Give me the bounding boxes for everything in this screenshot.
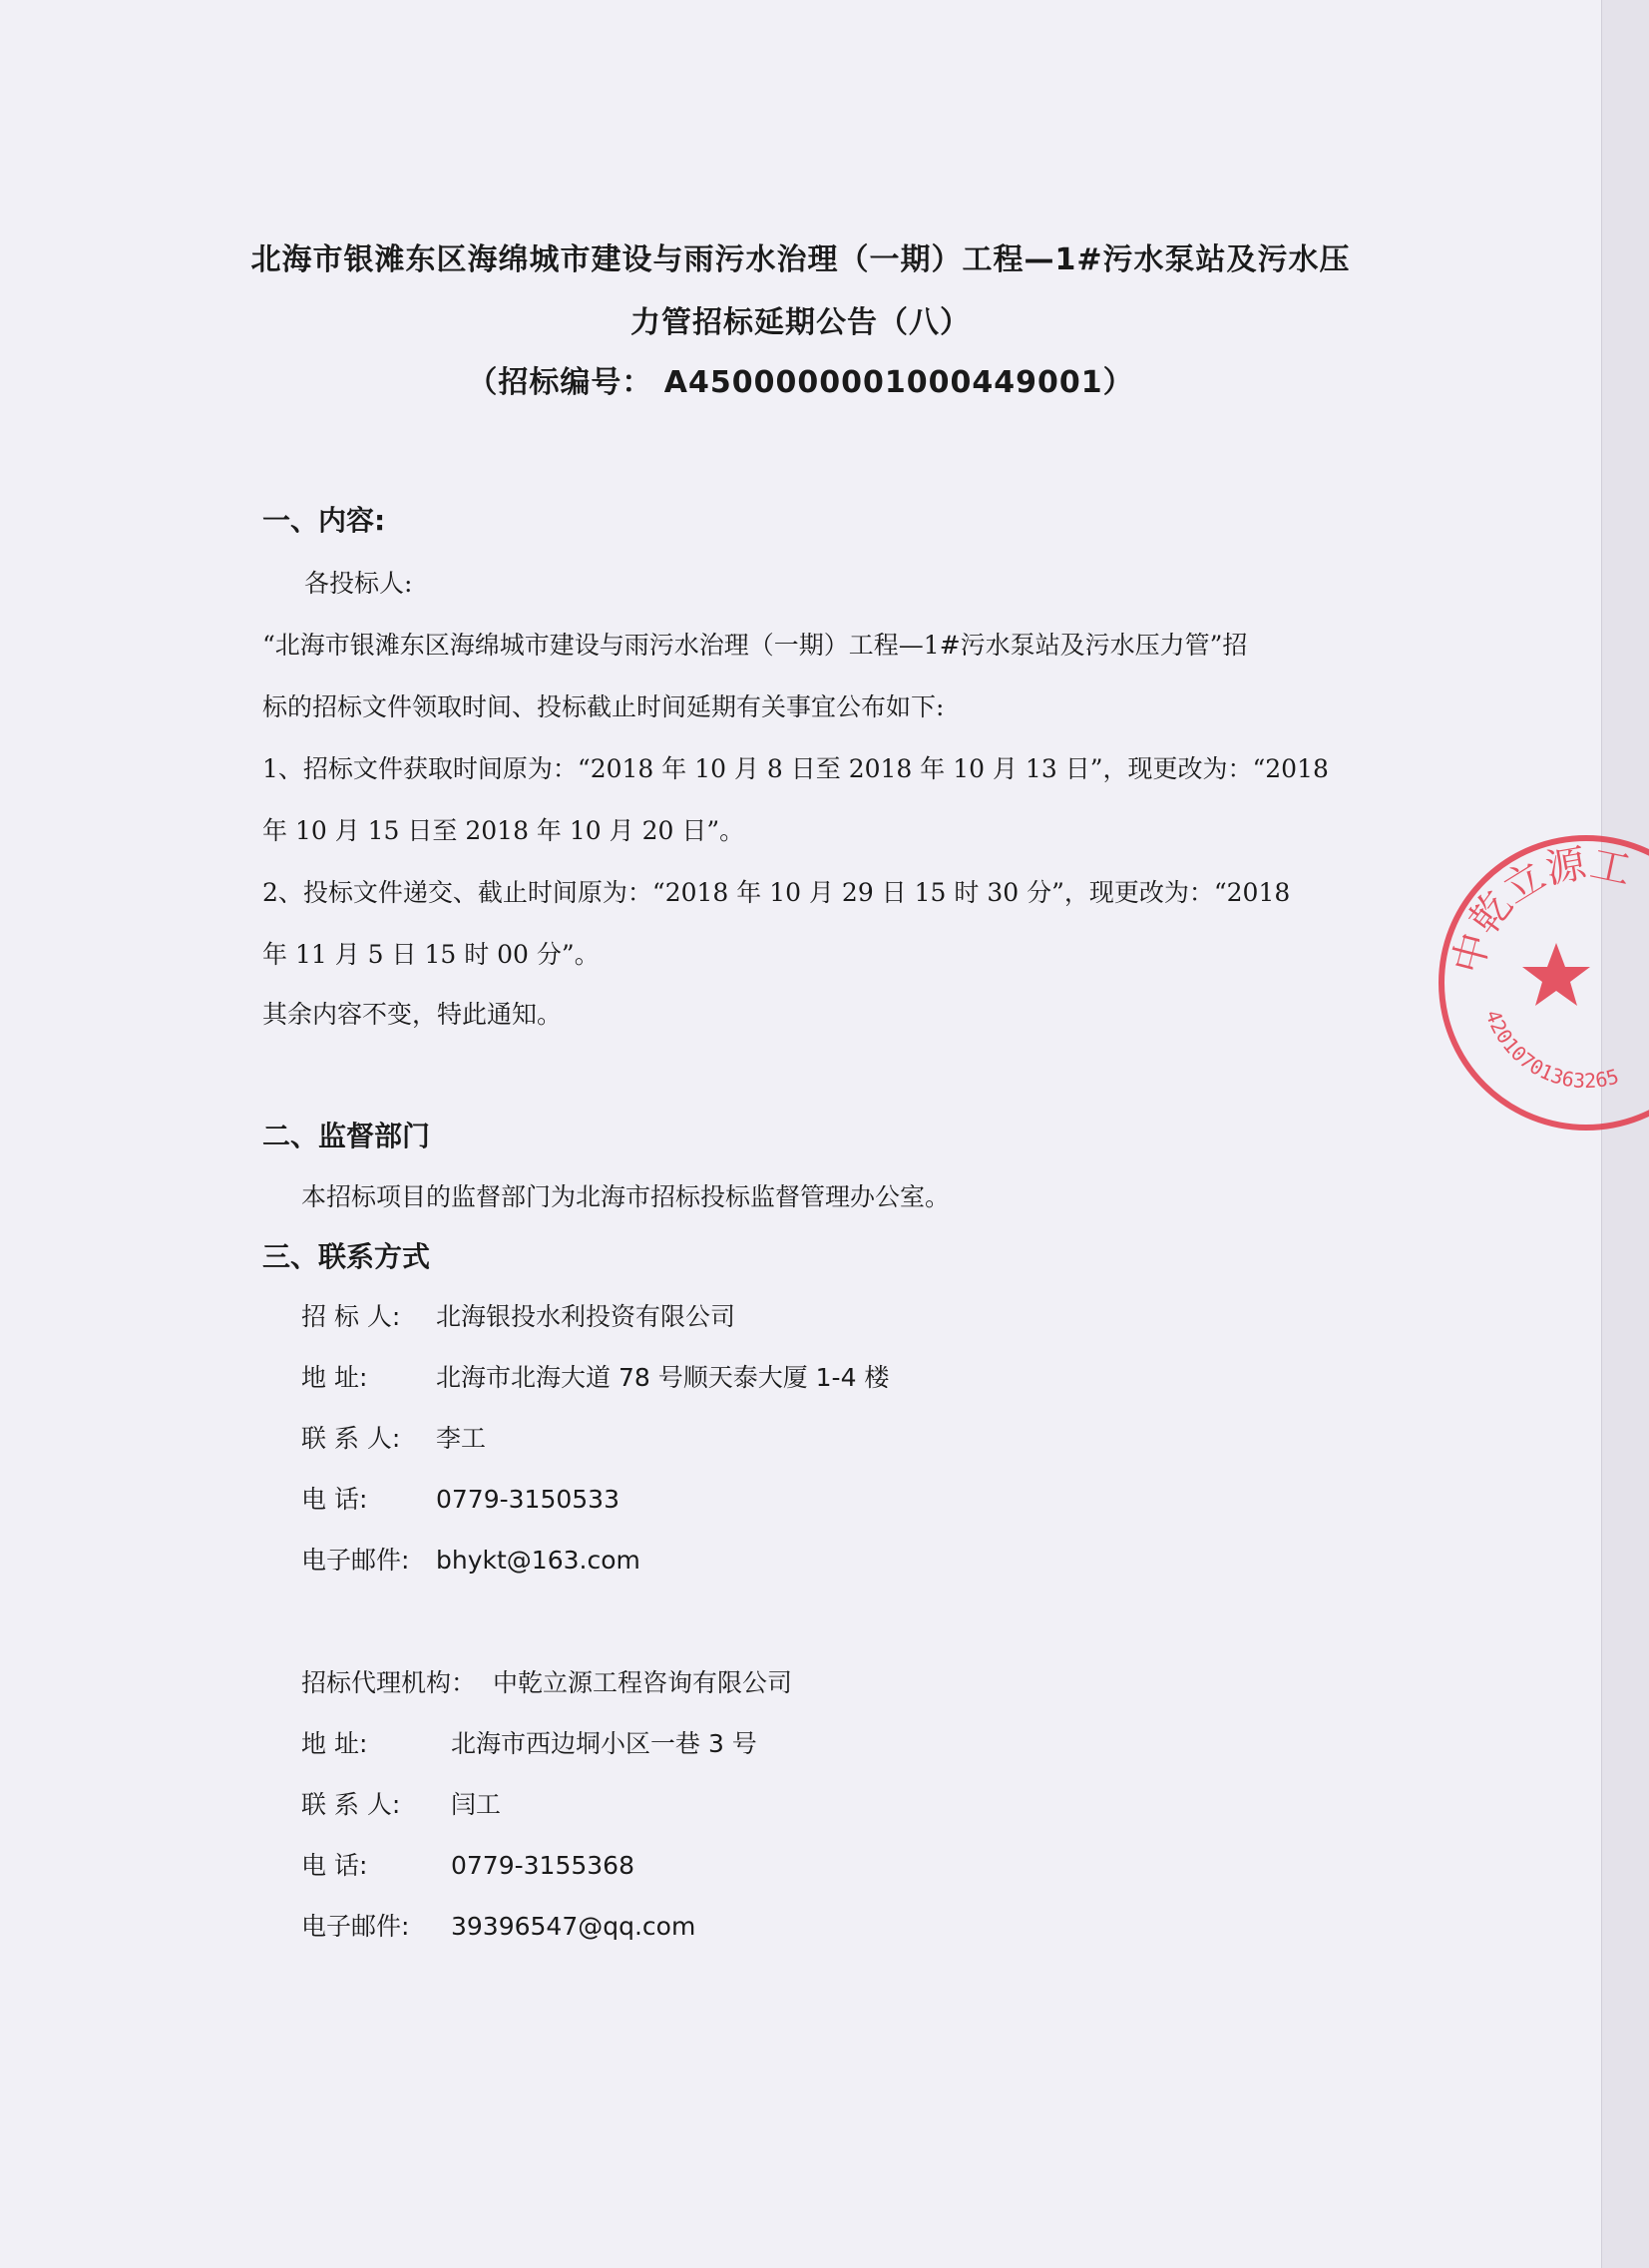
item2-line1: 2、投标文件递交、截止时间原为：“2018 年 10 月 29 日 15 时 30 分”，现更改为：“2018: [262, 878, 1291, 907]
seal-text: 中乾立源工: [1444, 840, 1635, 979]
agency-address-row: [301, 1724, 757, 1760]
svg-text:42010701363265: [1481, 1007, 1622, 1093]
seal-code: 42010701363265: [1480, 1006, 1622, 1094]
row-value: 北海市西边垌小区一巷 3 号: [451, 1729, 757, 1758]
agency-row: [301, 1663, 792, 1699]
tenderer-address-row: [301, 1358, 889, 1394]
row-value: 39396547@qq.com: [451, 1912, 696, 1941]
section1-heading: 一、内容:: [262, 504, 386, 537]
para1-line2: 标的招标文件领取时间、投标截止时间延期有关事宜公布如下:: [262, 692, 945, 721]
row-value: bhykt@163.com: [436, 1546, 640, 1575]
row-value: 李工: [436, 1424, 487, 1453]
item1-line2: 年 10 月 15 日至 2018 年 10 月 20 日”。: [262, 816, 745, 845]
row-label: 电 话:: [301, 1485, 368, 1514]
row-label: 招标代理机构：: [301, 1668, 477, 1697]
agency-email-row: [301, 1907, 695, 1943]
row-label: 地 址:: [301, 1363, 368, 1392]
row-label: 电子邮件:: [301, 1912, 410, 1941]
scan-edge: [1601, 0, 1649, 2268]
tenderer-row: [301, 1297, 735, 1333]
row-label: 招 标 人:: [301, 1302, 401, 1331]
row-label: 联 系 人:: [301, 1790, 401, 1819]
row-value: 0779-3150533: [436, 1485, 619, 1514]
tenderer-email-row: [301, 1541, 640, 1577]
company-seal: [1437, 833, 1649, 1133]
supervision-text: 本招标项目的监督部门为北海市招标投标监督管理办公室。: [301, 1182, 951, 1211]
greeting: 各投标人:: [304, 569, 413, 598]
closing-text: 其余内容不变，特此通知。: [262, 1000, 563, 1029]
row-value: 北海市北海大道 78 号顺天泰大厦 1-4 楼: [436, 1363, 890, 1392]
tenderer-contact-row: [301, 1419, 486, 1455]
section3-heading: 三、联系方式: [262, 1240, 431, 1273]
item1-line1: 1、招标文件获取时间原为：“2018 年 10 月 8 日至 2018 年 10 月 13 日”，现更改为：“2018: [262, 754, 1329, 783]
row-value: 北海银投水利投资有限公司: [436, 1302, 736, 1331]
row-label: 电子邮件:: [301, 1546, 410, 1575]
para1-line1: “北海市银滩东区海绵城市建设与雨污水治理（一期）工程—1#污水泵站及污水压力管”招: [262, 631, 1248, 660]
title-line-1: 北海市银滩东区海绵城市建设与雨污水治理（一期）工程—1#污水泵站及污水压: [250, 242, 1351, 277]
row-value: 中乾立源工程咨询有限公司: [493, 1668, 793, 1697]
item2-line2: 年 11 月 5 日 15 时 00 分”。: [262, 940, 600, 969]
row-label: 地 址:: [301, 1729, 368, 1758]
row-label: 电 话:: [301, 1851, 368, 1880]
svg-text:中乾立源工: [1444, 840, 1634, 978]
row-value: 0779-3155368: [451, 1851, 634, 1880]
agency-contact-row: [301, 1785, 501, 1821]
agency-phone-row: [301, 1846, 634, 1882]
row-label: 联 系 人:: [301, 1424, 401, 1453]
row-value: 闫工: [451, 1790, 502, 1819]
star-icon: [1522, 943, 1590, 1006]
tenderer-phone-row: [301, 1480, 619, 1516]
section2-heading: 二、监督部门: [262, 1120, 431, 1152]
tender-number: （招标编号： A4500000001000449001）: [467, 365, 1134, 400]
title-line-2: 力管招标延期公告（八）: [630, 305, 971, 340]
